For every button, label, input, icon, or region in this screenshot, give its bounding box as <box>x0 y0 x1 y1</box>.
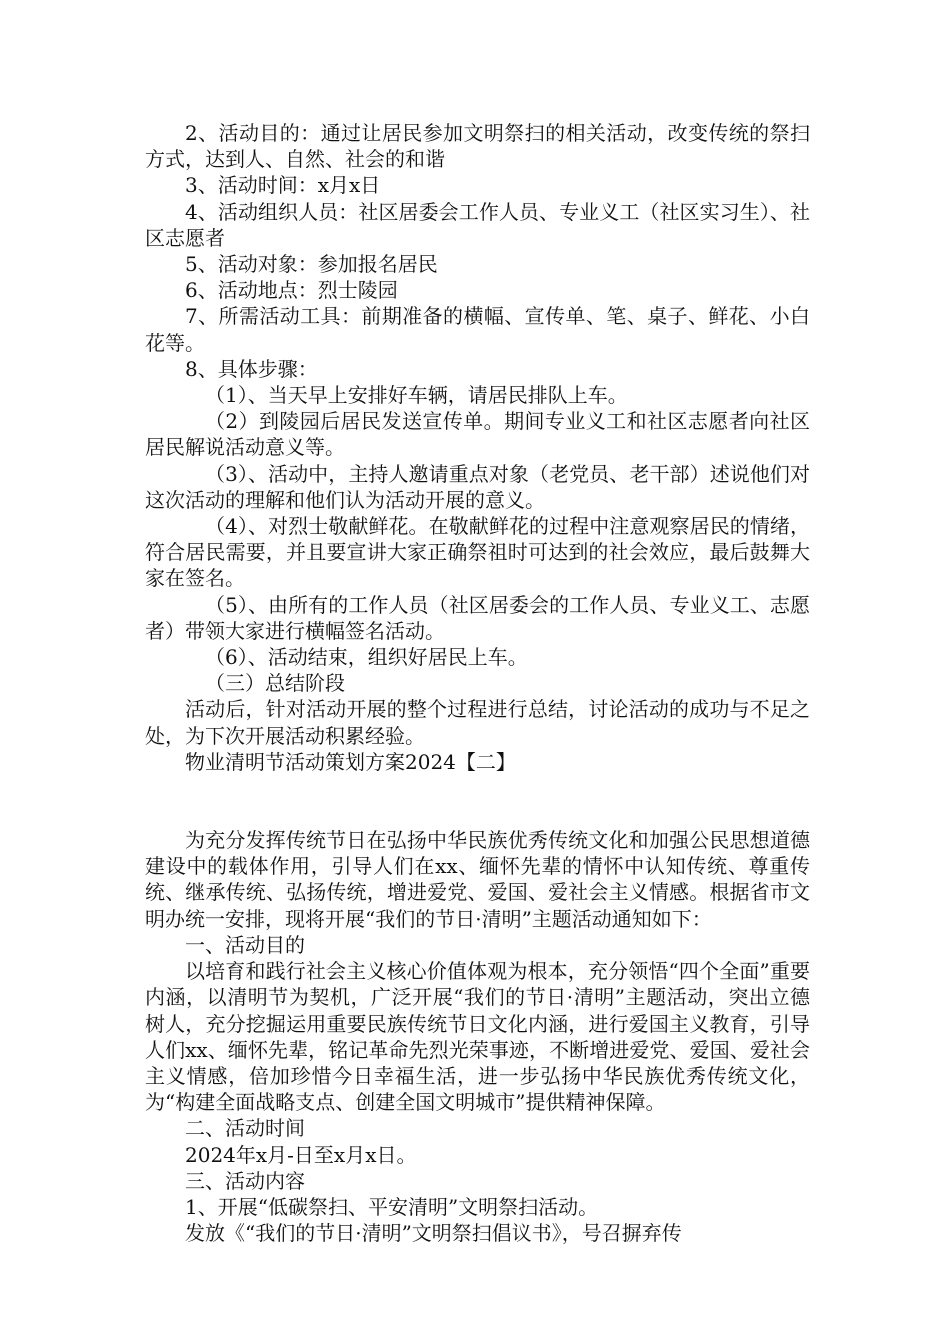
paragraph-steps-heading: 8、具体步骤： <box>185 356 318 381</box>
paragraph-content-item1: 1、开展“低碳祭扫、平安清明”文明祭扫活动。 <box>185 1194 599 1219</box>
document-body <box>145 120 810 1246</box>
step-item: （2）到陵园后居民发送宣传单。期间专业义工和社区志愿者向社区居民解说活动意义等。 <box>145 409 810 460</box>
heading-activity-time: 二、活动时间 <box>185 1116 305 1141</box>
paragraph-participants: 5、活动对象：参加报名居民 <box>185 252 438 277</box>
heading-activity-content: 三、活动内容 <box>185 1168 305 1193</box>
blank-line <box>145 775 810 827</box>
step-item: （6）、活动结束，组织好居民上车。 <box>205 645 528 670</box>
heading-activity-purpose: 一、活动目的 <box>185 932 305 957</box>
paragraph-activity-time: 2024年x月-日至x月x日。 <box>185 1142 417 1167</box>
paragraph-time: 3、活动时间：x月x日 <box>185 173 381 198</box>
paragraph-content-item1-desc: 发放《“我们的节日·清明”文明祭扫倡议书》，号召摒弃传 <box>185 1221 682 1246</box>
paragraph-activity-purpose: 以培育和践行社会主义核心价值体观为根本，充分领悟“四个全面”重要内涵，以清明节为契机，广泛开展“我们的节日·清明”主题活动，突出立德树人，充分挖掘运用重要民族传统节日文化内涵，进行爱国主义教育，引导人们xx、缅怀先辈，铭记革命先烈光荣事迹，不断增进爱党、爱国、爱社会主义情感，倍加珍惜今日幸福生活，进一步弘扬中华民族优秀传统文化，为“构建全面战略支点、创建全国文明城市”提供精神保障。 <box>145 959 810 1115</box>
part2-title: 物业清明节活动策划方案2024【二】 <box>185 749 516 774</box>
step-item: （5）、由所有的工作人员（社区居委会的工作人员、专业义工、志愿者）带领大家进行横幅签名活动。 <box>145 592 810 643</box>
step-item: （1）、当天早上安排好车辆，请居民排队上车。 <box>205 383 628 408</box>
paragraph-intro: 为充分发挥传统节日在弘扬中华民族优秀传统文化和加强公民思想道德建设中的载体作用，引导人们在xx、缅怀先辈的情怀中认知传统、尊重传统、继承传统、弘扬传统，增进爱党、爱国、爱社会主义情感。根据省市文明办统一安排，现将开展“我们的节日·清明”主题活动通知如下： <box>145 828 810 931</box>
step-item: （4）、对烈士敬献鲜花。在敬献鲜花的过程中注意观察居民的情绪，符合居民需要，并且要宣讲大家正确祭祖时可达到的社会效应，最后鼓舞大家在签名。 <box>145 514 810 591</box>
paragraph-purpose: 2、活动目的：通过让居民参加文明祭扫的相关活动，改变传统的祭扫方式，达到人、自然、社会的和谐 <box>145 121 810 172</box>
summary-stage-heading: （三）总结阶段 <box>205 671 345 696</box>
paragraph-summary: 活动后，针对活动开展的整个过程进行总结，讨论活动的成功与不足之处，为下次开展活动积累经验。 <box>145 697 810 748</box>
paragraph-location: 6、活动地点：烈士陵园 <box>185 278 398 303</box>
step-item: （3）、活动中，主持人邀请重点对象（老党员、老干部）述说他们对这次活动的理解和他们认为活动开展的意义。 <box>145 461 810 512</box>
paragraph-organizers: 4、活动组织人员：社区居委会工作人员、专业义工（社区实习生）、社区志愿者 <box>145 199 810 250</box>
paragraph-tools: 7、所需活动工具：前期准备的横幅、宣传单、笔、桌子、鲜花、小白花等。 <box>145 304 810 355</box>
